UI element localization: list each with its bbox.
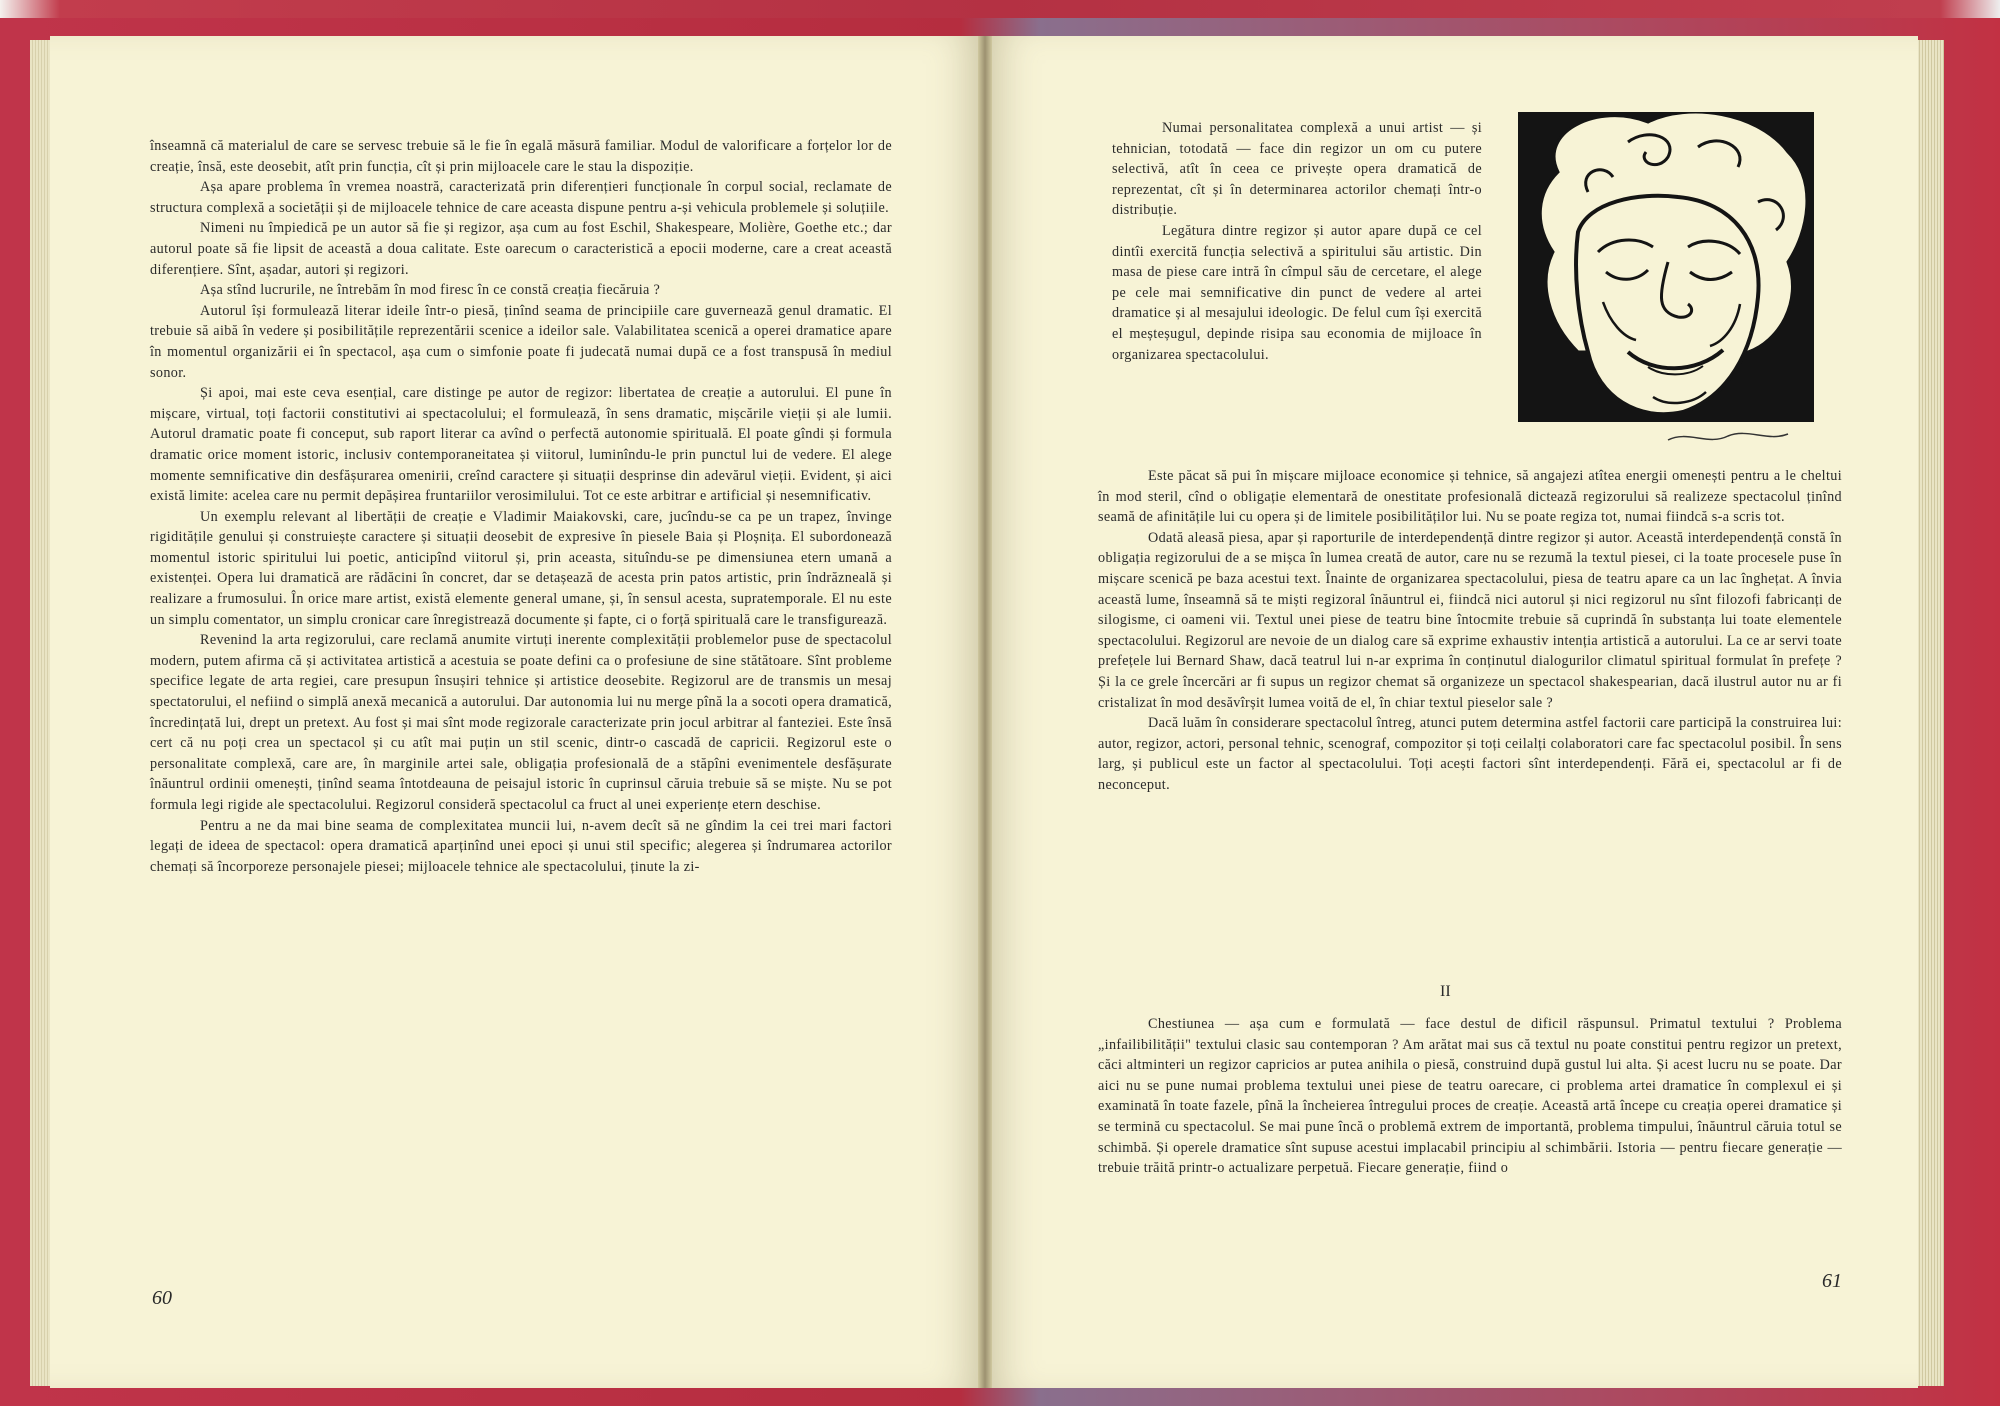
paragraph: Un exemplu relevant al libertății de creație e Vladimir Maiakovski, care, jucîndu-se ca pe un trapez, învinge rigiditățile genului și construiește caractere și situații deosebit de expresive în piesele Baia și Ploșnița. El subordonează momentul istoric spiritului lui poetic, anticipînd viitorul și, prin aceasta, situîndu-se pe dimensiunea etern umană a existenței. Opera lui dramatică are rădăcini în concret, dar se detașează de acesta prin patos artistic, prin îndrăzneală și realizare a frumosului. În orice mare artist, există elemente general umane, și, în sensul acesta, supratemporale. El nu este un simplu comentator, un simplu cronicar care înregistrează documente și fapte, ci o forță spirituală care le transfigurează. — [150, 508, 892, 628]
paragraph: Așa apare problema în vremea noastră, caracterizată prin diferențieri funcționale în corpul social, reclamate de structura complexă a societății și de mijloacele tehnice de care aceasta dispune pentru a-și vehicula problemele și soluțiile. — [150, 179, 892, 216]
caricature-illustration — [1518, 112, 1814, 454]
caricature-drawing-icon — [1518, 112, 1814, 454]
paragraph: Legătura dintre regizor și autor apare după ce cel dintîi exercită funcția selectivă a spiritului său artistic. Din masa de piese care intră în cîmpul său de cercetare, el alege pe cele mai semnificative din punct de vedere al artei dramatice și al mesajului ideologic. De felul cum își exercită el meșteșugul, depinde risipa sau economia de mijloace în organizarea spectacolului. — [1112, 222, 1482, 363]
paragraph: Chestiunea — așa cum e formulată — face destul de dificil răspunsul. Primatul textului ? Problema „infailibilității" textului clasic sau contemporan ? Am arătat mai sus că textul nu poate constitui pentru regizor un pretext, căci altminteri un regizor capricios ar putea anihila o piesă, construind după gustul lui alta. Și acest lucru nu se poate. Dar aici nu se pune numai problema textului unei piese de teatru oarecare, ci problema artei dramatice în complexul ei și examinată în toate fazele, pînă la încheierea întregului proces de creație. Această artă începe cu creația operei dramatice și se termină cu spectacolul. Se mai pune încă o problemă extrem de importantă, problema timpului, înăuntrul căruia totul se schimbă. Și operele dramatice sînt supuse acestui implacabil principiu al schimbării. Istoria — pentru fiecare generație — trebuie trăită printr-o actualizare perpetuă. Fiecare generație, fiind o — [1098, 1016, 1842, 1177]
paragraph: Este păcat să pui în mișcare mijloace economice și tehnice, să angajezi atîtea energii omenești pentru a le cheltui în mod steril, cînd o obligație elementară de onestitate profesională dictează regizorului să realizeze spectacolul ținînd seamă de afinitățile lui cu opera și de limitele posibilităților lui. Nu se poate regiza tot, numai fiindcă s-a scris tot. — [1098, 468, 1842, 526]
paragraph: Revenind la arta regizorului, care reclamă anumite virtuți inerente complexității problemelor puse de spectacolul modern, putem afirma că și activitatea artistică a acestuia se poate defini ca o profesiune de sine stătătoare. Sînt probleme specifice legate de arta regiei, care presupun însușiri tehnice și artistice deosebite. Regizorul are de transmis un mesaj spectatorului, el nefiind o simplă anexă mecanică a autorului. Dar autonomia lui nu merge pînă la a socoti opera dramatică, încredințată lui, drept un pretext. Au fost și mai sînt mode regizorale caracterizate prin jocul arbitrar al fanteziei. Este însă cert că nu poți crea un spectacol și cu atît mai puțin un stil scenic, dintr-o cascadă de capricii. Regizorul este o personalitate complexă, care are, în marginile artei sale, obligația profesională de a stăpîni evenimentele desfășurate înăuntrul ordinii omenești, ținînd seama întotdeauna de peisajul istoric în cuprinsul căruia trebuie să se miște. Nu se pot formula legi rigide ale spectacolului. Regizorul consideră spectacolul ca fruct al unei experiențe etern deschise. — [150, 632, 892, 813]
paragraph: Odată aleasă piesa, apar și raporturile de interdependență dintre regizor și autor. Această interdependență constă în obligația regizorului de a se mișca în lumea creată de autor, care nu se rezumă la textul piesei, ci la toate procesele puse în mișcare scenică pe baza acestui text. Înainte de organizarea spectacolului, piesa de teatru apare ca un lac înghețat. A învia această lume, înseamnă să te miști regizoral înăuntrul ei, fiindcă nici autorul și nici regizorul nu sînt filozofi fabricanți de silogisme, ci oameni vii. Textul unei piese de teatru bine întocmite trebuie să cuprindă în substanța lui toate elementele spectacolului. Regizorul are nevoie de un dialog care să exprime exhaustiv intenția artistică a autorului. La ce ar servi toate prefețele lui Bernard Shaw, dacă teatrul lui n-ar exprima în conținutul dialogurilor climatul spiritual formulat în prefețe ? Și la ce grele încercări ar fi supus un regizor chemat să organizeze un spectacol shakespearian, dacă ilustrul autor nu ar fi cristalizat în mod desăvîrșit lumea voită de el, în chiar textul pieselor sale ? — [1098, 529, 1842, 711]
paragraph: Autorul își formulează literar ideile într-o piesă, ținînd seama de principiile care guvernează genul dramatic. El trebuie să aibă în vedere și posibilitățile reprezentării scenice a ideilor sale. Valabilitatea scenică a operei dramatice apare în momentul organizării ei în spectacol, așa cum o simfonie poate fi judecată numai după ce a fost transpusă în mediul sonor. — [150, 302, 892, 381]
paragraph: Așa stînd lucrurile, ne întrebăm în mod firesc în ce constă creația fiecăruia ? — [200, 282, 661, 299]
page-number-left: 60 — [152, 1287, 172, 1309]
section-heading: II — [1440, 983, 1451, 1000]
book-gutter — [978, 36, 992, 1388]
right-page-text — [1098, 466, 1842, 796]
right-page-section-text — [1098, 1014, 1842, 1179]
paragraph: Nimeni nu împiedică pe un autor să fie și regizor, așa cum au fost Eschil, Shakespeare, Molière, Goethe etc.; dar autorul poate să fie lipsit de această a doua calitate. Este oarecum o caracteristică a epocii moderne, care a creat această diferențiere. Sînt, așadar, autori și regizori. — [150, 220, 892, 278]
page-number-right: 61 — [1822, 1270, 1842, 1292]
left-page-text — [150, 136, 892, 877]
page-edges-right — [1914, 40, 1944, 1386]
paragraph: Dacă luăm în considerare spectacolul întreg, atunci putem determina astfel factorii care participă la construirea lui: autor, regizor, actori, personal tehnic, scenograf, compozitor și toți ceilalți colaboratori care fac spectacolul posibil. În sens larg, și publicul este un factor al spectacolului. Toți acești factori sînt interdependenți. Fără ei, spectacolul ar fi de neconceput. — [1098, 715, 1842, 793]
paragraph: Pentru a ne da mai bine seama de complexitatea muncii lui, n-avem decît să ne gîndim la cei trei mari factori legați de ideea de spectacol: opera dramatică aparținînd unei epoci și unui stil specific; alegerea și îndrumarea actorilor chemați să încorporeze personajele piesei; mijloacele tehnice ale spectacolului, ținute la zi- — [150, 817, 892, 875]
paragraph: înseamnă că materialul de care se servesc trebuie să le fie în egală măsură familiar. Modul de valorificare a forțelor lor de creație, însă, este deosebit, atît prin funcția, cît și prin mijloacele care le stau la dispoziție. — [150, 138, 892, 175]
paragraph: Numai personalitatea complexă a unui artist — și tehnician, totodată — face din regizor un om cu putere selectivă, atît în ceea ce privește opera dramatică de reprezentat, cît și în determinarea actorilor chemați într-o distribuție. — [1112, 120, 1482, 219]
paragraph: Și apoi, mai este ceva esențial, care distinge pe autor de regizor: libertatea de creație a autorului. El pune în mișcare, virtual, toți factorii constitutivi ai spectacolului; el formulează, în sens dramatic, mișcările vieții și ale lumii. Autorul dramatic poate fi conceput, sub raport literar ca avînd o perfectă autonomie spirituală. El poate gîndi și formula dramatic orice moment istoric, inclusiv contemporaneitatea și viitorul, luminîndu-le prin punctul lui de vedere. El alege momente semnificative din desfășurarea omenirii, creînd caractere și situații desprinse din adevărul vieții. Evident, și aici există limite: acelea care nu permit depășirea fruntariilor verosimilului. Tot ce este arbitrar e artificial și nesemnificativ. — [150, 385, 892, 505]
right-page-top-text — [1112, 118, 1482, 365]
